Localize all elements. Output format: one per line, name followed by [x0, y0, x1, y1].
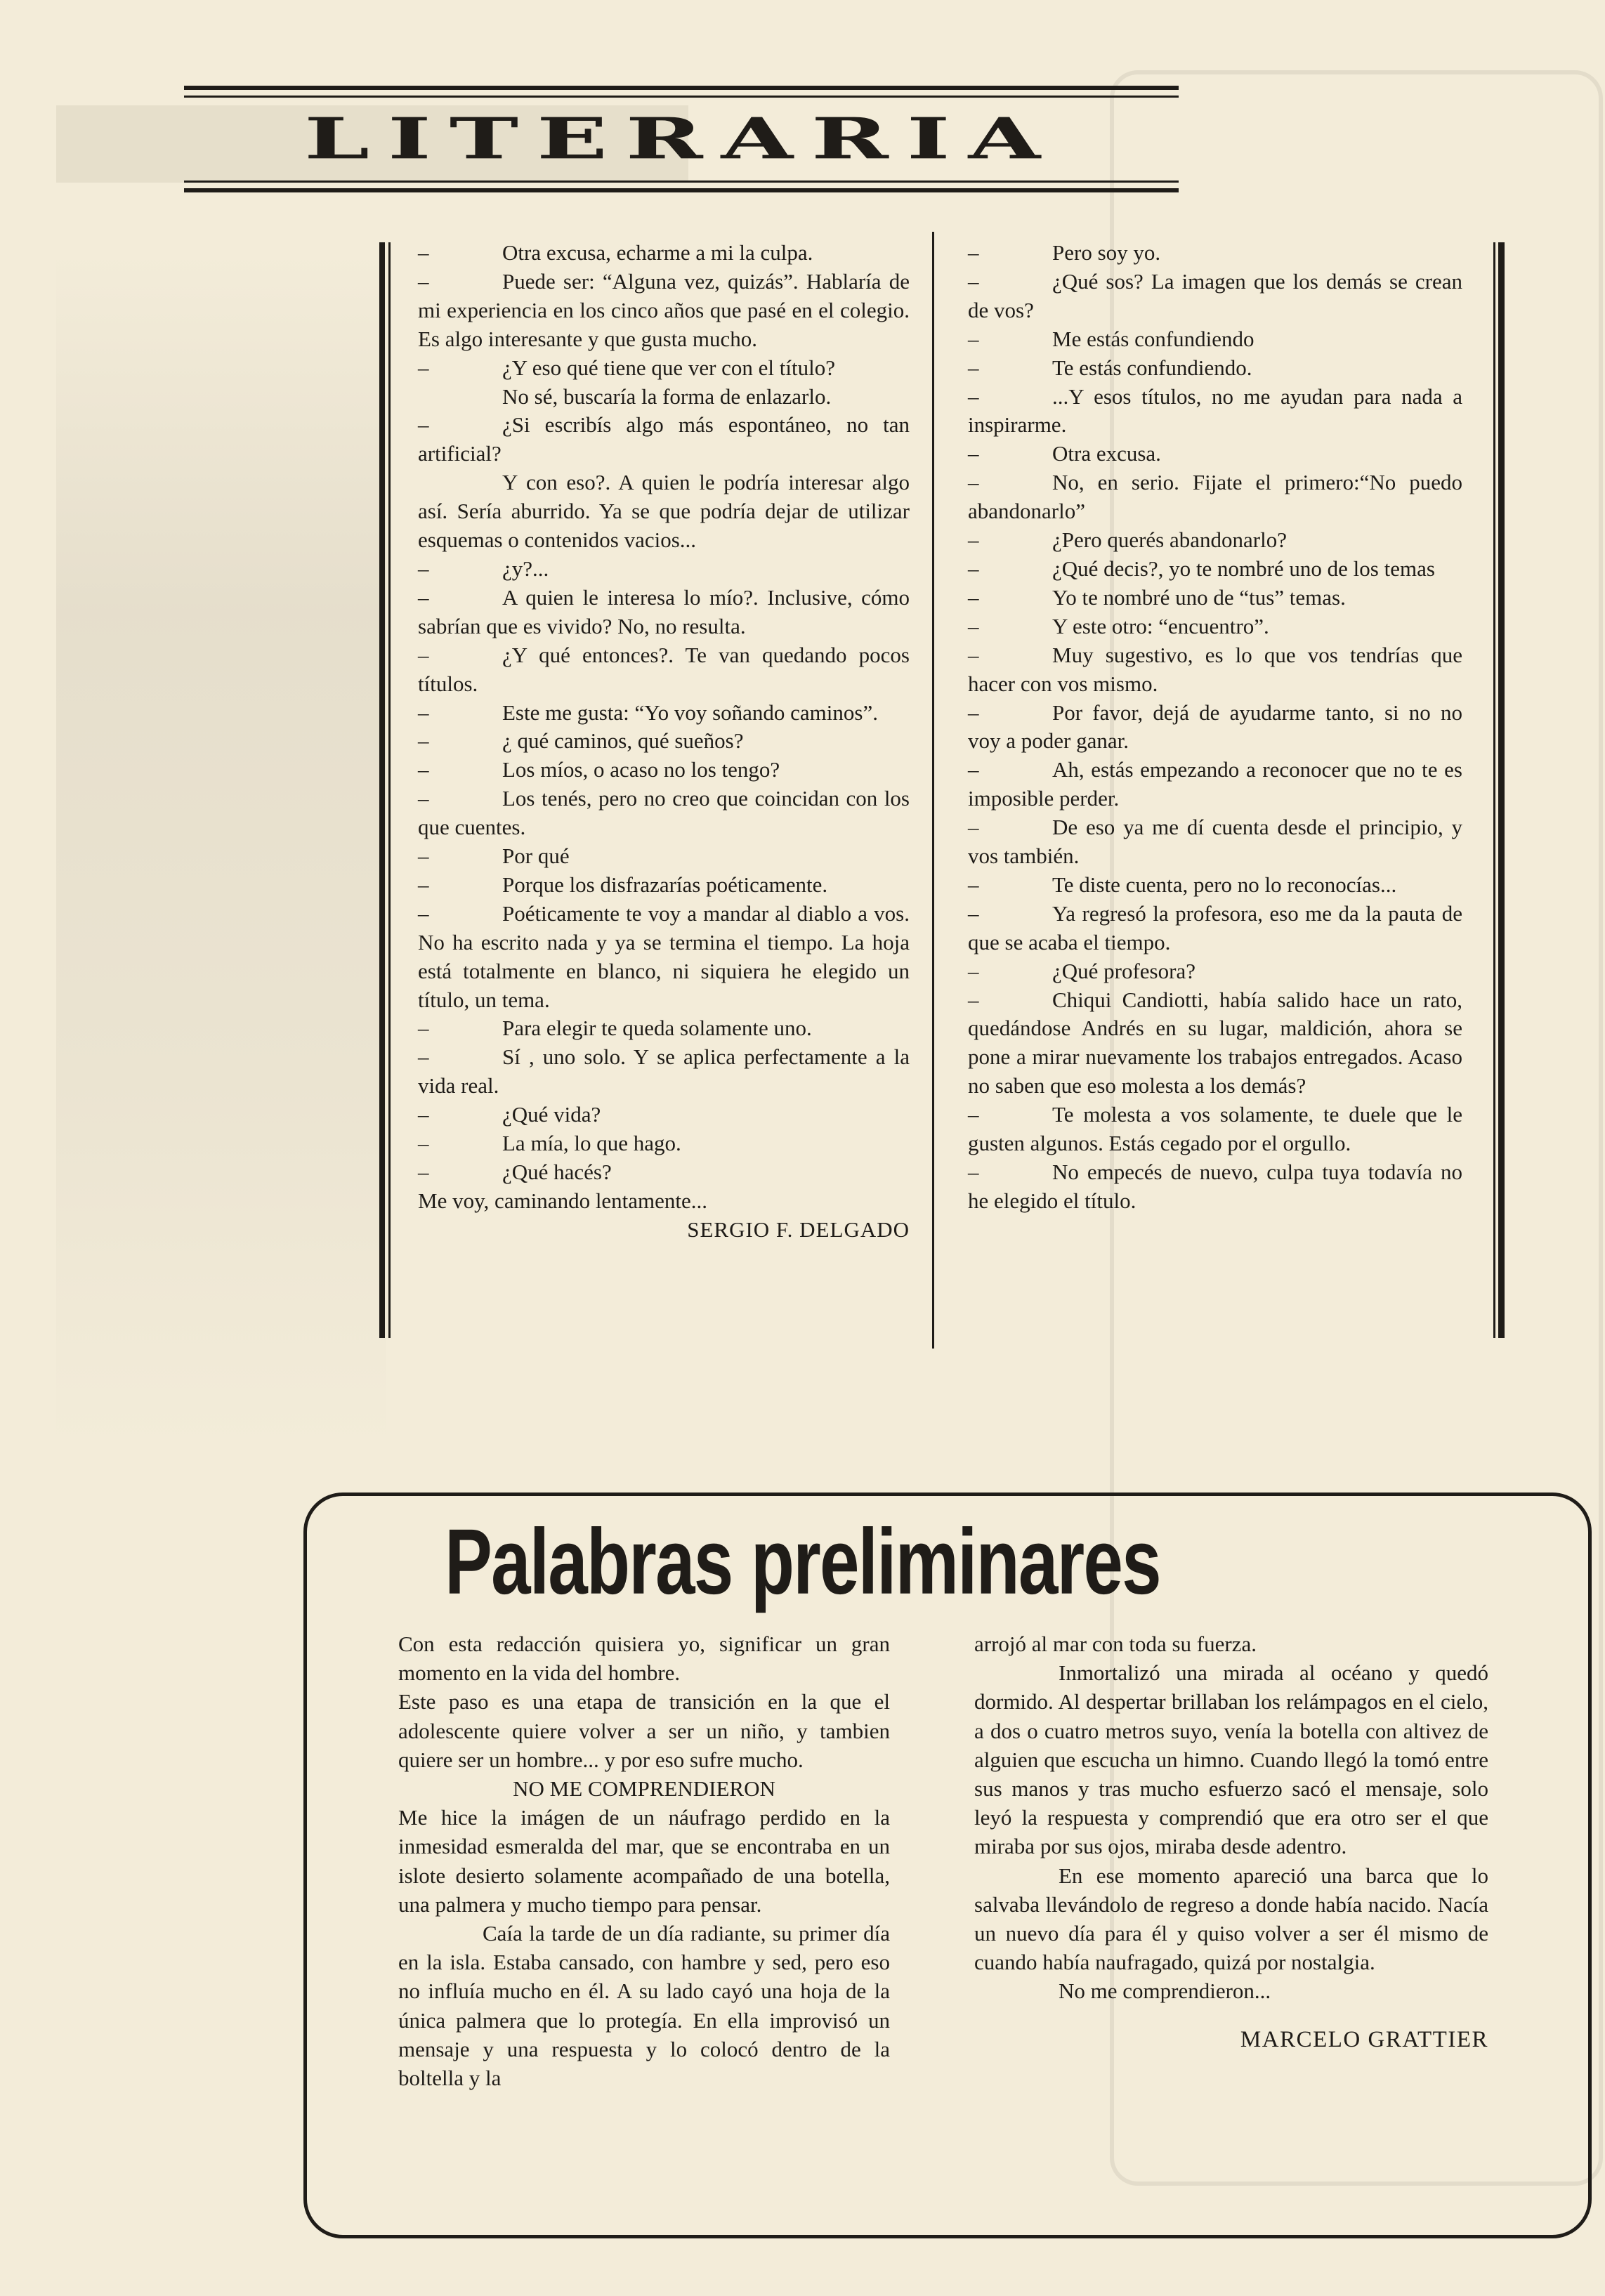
dialogue-line [968, 871, 1462, 900]
column-rule-left-thick [379, 242, 385, 1338]
dialogue-line [418, 584, 910, 641]
article-paragraph: En ese momento apareció una barca que lo salvaba llevándolo de regreso a donde había nacido. Nacía un nuevo día para él y quiso volver a ser él mismo de cuando había naufragado, quizá por nostalgia. [974, 1863, 1488, 1975]
dialogue-dash: – [968, 1160, 979, 1184]
column-rule-middle [932, 232, 934, 1349]
dialogue-line [418, 756, 910, 785]
dialogue-text: ¿Qué profesora? [1052, 958, 1195, 983]
dialogue-column-left [418, 239, 910, 1245]
dialogue-text: Me estás confundiendo [1052, 326, 1254, 351]
dialogue-dash: – [418, 900, 429, 926]
dialogue-line [418, 468, 910, 555]
dialogue-line [418, 1158, 910, 1187]
dialogue-dash: – [418, 1016, 429, 1041]
dialogue-text: Para elegir te queda solamente uno. [502, 1016, 812, 1041]
dialogue-line [418, 699, 910, 728]
dialogue-line [968, 986, 1462, 1101]
dialogue-text: Y este otro: “encuentro”. [1052, 613, 1269, 638]
dialogue-dash: – [418, 1160, 429, 1184]
dialogue-text: ¿ qué caminos, qué sueños? [502, 728, 744, 754]
dialogue-dash: – [418, 412, 429, 438]
dialogue-dash: – [418, 584, 429, 610]
dialogue-text: Los tenés, pero no creo que coincidan con los que cuentes. [418, 786, 910, 840]
dialogue-line [968, 526, 1462, 555]
dialogue-dash: – [418, 268, 429, 294]
dialogue-dash: – [968, 642, 979, 667]
dialogue-dash: – [968, 527, 979, 553]
dialogue-text: ...Y esos títulos, no me ayudan para nada a inspirarme. [968, 383, 1462, 438]
article-paragraph: No me comprendieron... [1059, 1979, 1271, 2004]
article-subheading: NO ME COMPRENDIERON [513, 1776, 775, 1802]
dialogue-dash: – [418, 1102, 429, 1127]
dialogue-line [968, 957, 1462, 986]
dialogue-line [418, 727, 910, 756]
dialogue-column-right [968, 239, 1462, 1216]
dialogue-dash: – [418, 844, 429, 869]
article-paragraph: Este paso es una etapa de transición en la que el adolescente quiere volver a ser un niño, y tambien quiere ser un hombre... y por eso sufre mucho. [398, 1689, 890, 1772]
dialogue-line [968, 440, 1462, 468]
article-author: MARCELO GRATTIER [1240, 2026, 1488, 2052]
dialogue-text: ¿Qué decis?, yo te nombré uno de los temas [1052, 556, 1435, 581]
column-rule-right-thick [1498, 242, 1505, 1338]
dialogue-dash: – [418, 556, 429, 581]
dialogue-line [968, 468, 1462, 526]
dialogue-line [968, 900, 1462, 957]
article-paragraph: Con esta redacción quisiera yo, significar un gran momento en la vida del hombre. [398, 1632, 890, 1686]
dialogue-line [968, 641, 1462, 699]
dialogue-dash: – [968, 613, 979, 638]
dialogue-dash: – [968, 1102, 979, 1127]
dialogue-dash: – [968, 326, 979, 351]
dialogue-text: ¿Si escribís algo más espontáneo, no tan artificial? [418, 412, 910, 466]
dialogue-dash: – [968, 872, 979, 897]
dialogue-dash: – [418, 757, 429, 782]
dialogue-dash: – [418, 700, 429, 725]
dialogue-dash: – [968, 355, 979, 380]
dialogue-line [418, 842, 910, 871]
dialogue-dash: – [968, 470, 979, 495]
dialogue-dash: – [968, 556, 979, 581]
dialogue-dash: – [968, 240, 979, 265]
dialogue-line [968, 699, 1462, 756]
dialogue-text: Te diste cuenta, pero no lo reconocías... [1052, 872, 1397, 897]
dialogue-text: Este me gusta: “Yo voy soñando caminos”. [502, 700, 878, 725]
dialogue-text: ¿y?... [502, 556, 549, 581]
dialogue-line [418, 1101, 910, 1129]
article-paragraph: arrojó al mar con toda su fuerza. [974, 1632, 1257, 1656]
dialogue-dash: – [418, 355, 429, 380]
article-paragraph: Inmortalizó una mirada al océano y quedó dormido. Al despertar brillaban los relámpagos en el cielo, a dos o cuatro metros suyo, venía la botella con altivez de alguien que escucha un himno. Cuando llegó la tomó entre sus manos y tras mucho esfuerzo sacó el mensaje, solo leyó la respuesta y comprendió que era otro ser el que miraba por sus ojos, miraba desde adentro. [974, 1660, 1488, 1859]
dialogue-text: Te molesta a vos solamente, te duele que le gusten algunos. Estás cegado por el orgullo. [968, 1102, 1462, 1156]
dialogue-dash: – [418, 1044, 429, 1070]
dialogue-dash: – [968, 815, 979, 840]
column-rule-right-thin [1493, 242, 1495, 1338]
dialogue-line [418, 1014, 910, 1043]
dialogue-dash: – [418, 642, 429, 667]
dialogue-text: Me voy, caminando lentamente... [418, 1188, 708, 1213]
dialogue-text: ¿Y eso qué tiene que ver con el título? [502, 355, 836, 380]
dialogue-text: Ya regresó la profesora, eso me da la pauta de que se acaba el tiempo. [968, 900, 1462, 955]
dialogue-line [968, 325, 1462, 354]
dialogue-line [418, 1043, 910, 1101]
dialogue-line [418, 641, 910, 699]
dialogue-text: ¿Qué vida? [502, 1102, 601, 1127]
dialogue-dash: – [968, 268, 979, 294]
dialogue-text: Otra excusa. [1052, 441, 1161, 466]
dialogue-line [418, 900, 910, 1015]
dialogue-line [968, 383, 1462, 440]
dialogue-dash: – [418, 240, 429, 265]
dialogue-text: Otra excusa, echarme a mi la culpa. [502, 240, 813, 265]
dialogue-line [418, 268, 910, 354]
dialogue-text: Ah, estás empezando a reconocer que no te es imposible perder. [968, 757, 1462, 811]
dialogue-dash: – [968, 757, 979, 782]
dialogue-line [968, 756, 1462, 813]
dialogue-text: Chiqui Candiotti, había salido hace un rato, quedándose Andrés en su lugar, maldición, ahora se pone a mirar nuevamente los trabajos entregados. Acaso no saben que eso molesta a los demás? [968, 987, 1462, 1098]
dialogue-dash: – [418, 728, 429, 754]
dialogue-line [968, 612, 1462, 641]
dialogue-line [968, 268, 1462, 325]
dialogue-text: A quien le interesa lo mío?. Inclusive, cómo sabrían que es vivido? No, no resulta. [418, 584, 910, 638]
dialogue-dash: – [968, 441, 979, 466]
dialogue-text: ¿Qué sos? La imagen que los demás se crean de vos? [968, 268, 1462, 322]
dialogue-dash: – [968, 987, 979, 1012]
dialogue-dash: – [968, 584, 979, 610]
dialogue-line [418, 1187, 910, 1216]
column-rule-left-thin [388, 242, 391, 1338]
dialogue-text: Porque los disfrazarías poéticamente. [502, 872, 828, 897]
dialogue-line [968, 239, 1462, 268]
dialogue-text: Pero soy yo. [1052, 240, 1161, 265]
dialogue-text: ¿Y qué entonces?. Te van quedando pocos títulos. [418, 642, 910, 696]
dialogue-text: No empecés de nuevo, culpa tuya todavía no he elegido el título. [968, 1160, 1462, 1213]
dialogue-dash: – [968, 958, 979, 983]
dialogue-dash: – [968, 383, 979, 409]
dialogue-line [968, 813, 1462, 871]
article-column-left [398, 1629, 890, 2092]
dialogue-line [418, 1129, 910, 1158]
dialogue-text: Poéticamente te voy a mandar al diablo a vos. No ha escrito nada y ya se termina el tiempo. La hoja está totalmente en blanco, ni siquiera he elegido un título, un tema. [418, 900, 910, 1012]
dialogue-line [418, 239, 910, 268]
dialogue-text: ¿Pero querés abandonarlo? [1052, 527, 1287, 553]
bleed-through-photo [56, 253, 386, 1447]
dialogue-text: Te estás confundiendo. [1052, 355, 1252, 380]
dialogue-line [418, 871, 910, 900]
dialogue-text: No, en serio. Fijate el primero:“No puedo abandonarlo” [968, 470, 1462, 524]
article-title: Palabras preliminares [445, 1510, 1160, 1614]
dialogue-line [418, 555, 910, 584]
dialogue-text: Por qué [502, 844, 570, 869]
article-paragraph: Caía la tarde de un día radiante, su primer día en la isla. Estaba cansado, con hambre y sed, pero eso no influía mucho en él. A su lado cayó una hoja de la única palmera que lo protegía. En ella improvisó un mensaje y una respuesta y lo colocó dentro de la boltella y la [398, 1921, 890, 2091]
dialogue-dash: – [968, 700, 979, 725]
dialogue-text: Por favor, dejá de ayudarme tanto, si no no voy a poder ganar. [968, 700, 1462, 754]
dialogue-line [968, 1158, 1462, 1216]
dialogue-text: Yo te nombré uno de “tus” temas. [1052, 584, 1346, 610]
dialogue-line [418, 411, 910, 468]
dialogue-text: ¿Qué hacés? [502, 1160, 612, 1184]
section-masthead [184, 86, 1179, 192]
dialogue-text: Los míos, o acaso no los tengo? [502, 757, 780, 782]
dialogue-text: De eso ya me dí cuenta desde el principio, y vos también. [968, 815, 1462, 869]
article-paragraph: Me hice la imágen de un náufrago perdido en la inmesidad esmeralda del mar, que se encontraba en un islote desierto solamente acompañado de una botella, una palmera y mucho tiempo para pensar. [398, 1805, 890, 1917]
dialogue-line [968, 1101, 1462, 1158]
section-title: LITERARIA [303, 105, 1059, 172]
dialogue-line [418, 354, 910, 383]
dialogue-text: Puede ser: “Alguna vez, quizás”. Hablaría de mi experiencia en los cinco años que pasé en el colegio. Es algo interesante y que gusta mucho. [418, 268, 910, 351]
dialogue-line [968, 584, 1462, 612]
dialogue-text: Sí , uno solo. Y se aplica perfectamente a la vida real. [418, 1044, 910, 1098]
dialogue-author: SERGIO F. DELGADO [687, 1216, 910, 1242]
dialogue-line [418, 383, 910, 412]
dialogue-text: No sé, buscaría la forma de enlazarlo. [502, 383, 832, 409]
dialogue-text: La mía, lo que hago. [502, 1131, 681, 1156]
dialogue-line [968, 354, 1462, 383]
dialogue-line [968, 555, 1462, 584]
dialogue-dash: – [418, 786, 429, 811]
dialogue-text: Muy sugestivo, es lo que vos tendrías que hacer con vos mismo. [968, 642, 1462, 696]
dialogue-text: Y con eso?. A quien le podría interesar algo así. Sería aburrido. Ya se que podría dejar de utilizar esquemas o contenidos vacios... [418, 470, 910, 553]
dialogue-dash: – [968, 900, 979, 926]
dialogue-dash: – [418, 1131, 429, 1156]
dialogue-line [418, 785, 910, 842]
article-column-right [974, 1629, 1488, 2054]
dialogue-dash: – [418, 872, 429, 897]
